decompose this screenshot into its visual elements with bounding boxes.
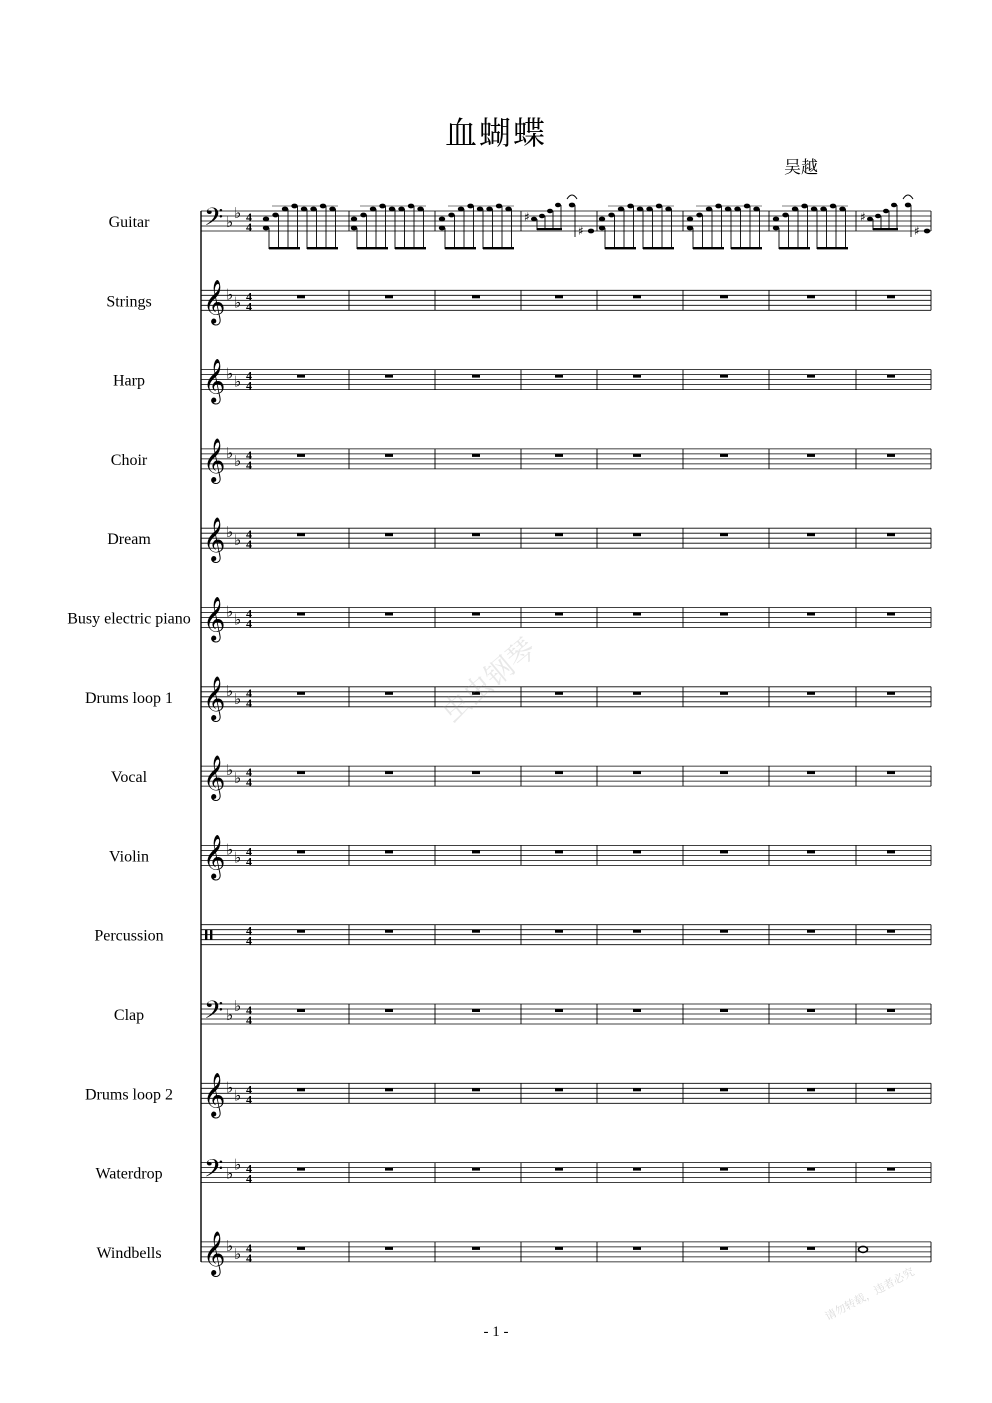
notehead <box>618 207 624 212</box>
flat-sign: ♭ <box>234 531 242 550</box>
flat-sign: ♭ <box>226 1078 234 1097</box>
flat-sign: ♭ <box>234 689 242 708</box>
notehead <box>599 217 605 222</box>
notehead <box>599 226 605 231</box>
notehead <box>360 213 366 218</box>
treble-clef: 𝄞 <box>203 755 226 800</box>
time-signature-bottom: 4 <box>246 299 252 314</box>
guitar-measure <box>687 204 762 250</box>
flat-sign: ♭ <box>226 602 234 621</box>
notehead <box>417 207 423 212</box>
instrument-name: Busy electric piano <box>67 610 191 628</box>
staff <box>95 1155 931 1190</box>
whole-rest <box>297 1168 305 1171</box>
treble-clef: 𝄞 <box>203 437 226 482</box>
beam <box>643 247 674 249</box>
whole-rest <box>807 375 815 378</box>
whole-rest <box>633 613 641 616</box>
whole-rest <box>887 295 895 298</box>
fermata <box>567 195 577 199</box>
flat-sign: ♭ <box>226 443 234 462</box>
whole-rest <box>555 295 563 298</box>
notehead <box>531 217 537 222</box>
page-number: - 1 - <box>483 1324 509 1340</box>
guitar-measure <box>351 204 426 250</box>
whole-rest <box>887 454 895 457</box>
flat-sign: ♭ <box>226 1164 234 1183</box>
guitar-measure <box>860 195 930 238</box>
whole-rest <box>633 1168 641 1171</box>
whole-rest <box>633 533 641 536</box>
instrument-name: Choir <box>110 451 148 469</box>
notehead <box>792 207 798 212</box>
notehead <box>875 214 881 219</box>
whole-rest <box>385 454 393 457</box>
whole-rest <box>807 692 815 695</box>
instrument-name: Percussion <box>94 927 164 945</box>
whole-rest <box>555 613 563 616</box>
whole-rest <box>297 533 305 536</box>
flat-sign: ♭ <box>234 293 242 312</box>
whole-rest <box>555 1247 563 1250</box>
whole-rest <box>720 850 728 853</box>
time-signature-top: 4 <box>246 606 252 621</box>
flat-sign: ♭ <box>234 451 242 470</box>
watermark: 虫虫钢琴 <box>435 631 543 730</box>
notehead <box>734 207 740 212</box>
staff <box>109 834 931 880</box>
flat-sign: ♭ <box>234 1244 242 1263</box>
notehead <box>891 203 897 208</box>
instrument-name: Drums loop 2 <box>85 1086 173 1104</box>
staff <box>106 279 931 325</box>
staff <box>107 517 931 563</box>
whole-rest <box>633 454 641 457</box>
whole-rest <box>385 295 393 298</box>
whole-rest <box>633 375 641 378</box>
time-signature-bottom: 4 <box>246 1250 252 1265</box>
notehead <box>905 203 911 208</box>
notehead <box>588 229 594 234</box>
time-signature-bottom: 4 <box>246 695 252 710</box>
flat-sign: ♭ <box>234 997 242 1015</box>
whole-rest <box>385 692 393 695</box>
whole-rest <box>720 533 728 536</box>
notehead <box>301 207 307 212</box>
whole-rest <box>887 1009 895 1012</box>
whole-rest <box>807 1247 815 1250</box>
whole-rest <box>720 295 728 298</box>
beam <box>307 247 338 249</box>
notehead <box>820 207 826 212</box>
whole-rest <box>807 295 815 298</box>
time-signature-bottom: 4 <box>246 537 252 552</box>
time-signature-bottom: 4 <box>246 378 252 393</box>
guitar-measure <box>599 204 674 250</box>
instrument-name: Guitar <box>108 214 150 231</box>
notehead <box>753 207 759 212</box>
notehead <box>687 217 693 222</box>
notehead <box>665 207 671 212</box>
notehead <box>883 209 889 214</box>
whole-rest <box>887 1168 895 1171</box>
time-signature-top: 4 <box>246 844 252 859</box>
notehead <box>637 207 643 212</box>
whole-rest <box>555 1088 563 1091</box>
whole-rest <box>720 1009 728 1012</box>
time-signature-top: 4 <box>246 1161 252 1176</box>
treble-clef: 𝄞 <box>203 279 226 324</box>
notehead <box>646 207 652 212</box>
notehead <box>811 207 817 212</box>
instrument-name: Waterdrop <box>95 1165 163 1183</box>
whole-rest <box>385 1168 393 1171</box>
instrument-name: Strings <box>106 293 152 311</box>
whole-rest <box>472 850 480 853</box>
whole-rest <box>720 930 728 933</box>
notehead <box>924 229 930 234</box>
time-signature-top: 4 <box>246 210 252 224</box>
instrument-name: Drums loop 1 <box>85 689 173 707</box>
whole-rest <box>297 1009 305 1012</box>
whole-rest <box>633 1009 641 1012</box>
notehead <box>439 217 445 222</box>
staff <box>94 924 931 948</box>
sharp-sign: ♯ <box>578 224 584 238</box>
whole-rest <box>887 375 895 378</box>
time-signature-bottom: 4 <box>246 616 252 631</box>
watermark-corner: 请勿转载，违者必究 <box>822 1265 917 1324</box>
treble-clef: 𝄞 <box>203 1072 226 1117</box>
beam <box>817 247 848 249</box>
time-signature-bottom: 4 <box>246 1013 252 1027</box>
flat-sign: ♭ <box>234 372 242 391</box>
notehead <box>458 207 464 212</box>
notehead <box>351 217 357 222</box>
notehead <box>569 203 575 208</box>
notehead <box>398 207 404 212</box>
notehead <box>448 213 454 218</box>
whole-rest <box>720 771 728 774</box>
guitar-measure <box>439 204 514 250</box>
bass-clef: 𝄢 <box>204 1154 224 1190</box>
time-signature-top: 4 <box>246 527 252 542</box>
whole-rest <box>472 1168 480 1171</box>
whole-rest <box>472 1247 480 1250</box>
fermata <box>903 195 913 199</box>
sharp-sign: ♯ <box>524 210 530 224</box>
staff <box>114 996 931 1031</box>
whole-rest <box>297 850 305 853</box>
whole-rest <box>472 375 480 378</box>
whole-rest <box>472 533 480 536</box>
treble-clef: 𝄞 <box>203 834 226 879</box>
whole-rest <box>385 1088 393 1091</box>
whole-rest <box>555 1168 563 1171</box>
time-signature-top: 4 <box>246 368 252 383</box>
beam <box>731 247 762 249</box>
time-signature-bottom: 4 <box>246 220 252 234</box>
whole-rest <box>887 850 895 853</box>
whole-rest <box>555 850 563 853</box>
whole-rest <box>807 850 815 853</box>
time-signature-bottom: 4 <box>246 775 252 790</box>
whole-rest <box>887 1088 895 1091</box>
staff <box>111 438 931 484</box>
whole-rest <box>720 1088 728 1091</box>
notehead <box>351 226 357 231</box>
beam <box>693 247 724 249</box>
beam <box>605 247 636 249</box>
whole-rest <box>807 771 815 774</box>
whole-rest <box>385 1009 393 1012</box>
staff <box>109 195 931 249</box>
treble-clef: 𝄞 <box>203 596 226 641</box>
percussion-clef <box>210 930 212 940</box>
whole-rest <box>555 692 563 695</box>
whole-rest <box>807 1168 815 1171</box>
whole-rest <box>633 771 641 774</box>
flat-sign: ♭ <box>226 681 234 700</box>
flat-sign: ♭ <box>226 1236 234 1255</box>
whole-rest <box>887 771 895 774</box>
whole-rest <box>633 1247 641 1250</box>
treble-clef: 𝄞 <box>203 675 226 720</box>
instrument-name: Vocal <box>110 769 148 787</box>
whole-rest <box>555 533 563 536</box>
bass-clef: 𝄢 <box>204 996 224 1031</box>
notehead <box>539 214 545 219</box>
treble-clef: 𝄞 <box>203 1230 226 1275</box>
whole-rest <box>297 454 305 457</box>
whole-rest <box>887 533 895 536</box>
notehead <box>370 207 376 212</box>
whole-rest <box>472 295 480 298</box>
whole-rest <box>807 930 815 933</box>
flat-sign: ♭ <box>226 364 234 383</box>
notehead <box>477 207 483 212</box>
whole-rest <box>720 454 728 457</box>
notehead <box>782 213 788 218</box>
whole-rest <box>555 930 563 933</box>
flat-sign: ♭ <box>234 848 242 867</box>
whole-rest <box>633 692 641 695</box>
notehead <box>725 207 731 212</box>
whole-rest <box>887 930 895 933</box>
whole-rest <box>807 613 815 616</box>
notehead <box>263 217 269 222</box>
whole-rest <box>297 613 305 616</box>
notehead <box>773 217 779 222</box>
time-signature-top: 4 <box>246 289 252 304</box>
whole-rest <box>297 375 305 378</box>
whole-rest <box>720 692 728 695</box>
treble-clef: 𝄞 <box>203 358 226 403</box>
instrument-name: Harp <box>113 372 145 390</box>
flat-sign: ♭ <box>234 1086 242 1105</box>
notehead <box>608 213 614 218</box>
sharp-sign: ♯ <box>860 210 866 224</box>
time-signature-bottom: 4 <box>246 933 252 948</box>
sharp-sign: ♯ <box>914 224 920 238</box>
whole-rest <box>297 1088 305 1091</box>
staff <box>111 755 931 801</box>
whole-rest <box>633 930 641 933</box>
whole-rest <box>555 375 563 378</box>
time-signature-top: 4 <box>246 1003 252 1017</box>
flat-sign: ♭ <box>226 1006 234 1024</box>
guitar-measure <box>263 204 338 250</box>
flat-sign: ♭ <box>234 610 242 629</box>
whole-rest <box>297 295 305 298</box>
percussion-clef <box>205 930 207 940</box>
time-signature-top: 4 <box>246 765 252 780</box>
whole-rest <box>385 1247 393 1250</box>
whole-rest <box>887 692 895 695</box>
flat-sign: ♭ <box>226 285 234 304</box>
notehead <box>310 207 316 212</box>
score-title: 血蝴蝶 <box>444 114 547 152</box>
whole-rest <box>472 1088 480 1091</box>
flat-sign: ♭ <box>226 523 234 542</box>
whole-rest <box>472 1009 480 1012</box>
whole-rest <box>555 454 563 457</box>
flat-sign: ♭ <box>226 840 234 859</box>
whole-rest <box>385 771 393 774</box>
whole-rest <box>297 930 305 933</box>
whole-rest <box>887 613 895 616</box>
notehead <box>486 207 492 212</box>
time-signature-bottom: 4 <box>246 1171 252 1186</box>
time-signature-bottom: 4 <box>246 854 252 869</box>
notehead <box>272 213 278 218</box>
time-signature-top: 4 <box>246 1082 252 1097</box>
whole-rest <box>633 850 641 853</box>
instrument-name: Clap <box>113 1007 145 1024</box>
time-signature-top: 4 <box>246 447 252 462</box>
flat-sign: ♭ <box>234 204 242 222</box>
notehead <box>706 207 712 212</box>
whole-rest <box>297 1247 305 1250</box>
notehead <box>439 226 445 231</box>
whole-rest <box>807 533 815 536</box>
notehead <box>282 207 288 212</box>
treble-clef: 𝄞 <box>203 517 226 562</box>
flat-sign: ♭ <box>234 769 242 788</box>
notehead <box>389 207 395 212</box>
whole-rest <box>720 375 728 378</box>
time-signature-bottom: 4 <box>246 1092 252 1107</box>
staff <box>85 1072 931 1118</box>
whole-rest <box>385 930 393 933</box>
notehead <box>263 226 269 231</box>
staff <box>96 1231 931 1277</box>
whole-rest <box>472 613 480 616</box>
whole-rest <box>720 1168 728 1171</box>
beam <box>779 247 810 249</box>
beam <box>357 247 388 249</box>
staff <box>113 359 931 405</box>
beam <box>269 247 300 249</box>
instrument-name: Windbells <box>96 1244 162 1262</box>
guitar-measure <box>524 195 594 238</box>
whole-rest <box>633 1088 641 1091</box>
notehead <box>839 207 845 212</box>
composer-name: 吴越 <box>784 158 818 178</box>
whole-rest <box>385 533 393 536</box>
whole-rest <box>385 613 393 616</box>
time-signature-top: 4 <box>246 923 252 938</box>
whole-rest <box>555 1009 563 1012</box>
staff <box>67 597 931 643</box>
beam <box>395 247 426 249</box>
whole-rest <box>385 850 393 853</box>
notehead <box>547 209 553 214</box>
whole-rest <box>807 454 815 457</box>
notehead <box>696 213 702 218</box>
whole-rest <box>297 692 305 695</box>
beam <box>483 247 514 249</box>
whole-rest <box>472 454 480 457</box>
whole-rest <box>807 1088 815 1091</box>
whole-rest <box>555 771 563 774</box>
beam <box>537 228 562 230</box>
notehead <box>555 203 561 208</box>
flat-sign: ♭ <box>226 761 234 780</box>
notehead <box>505 207 511 212</box>
beam <box>445 247 476 249</box>
guitar-measure <box>773 204 848 250</box>
bass-clef: 𝄢 <box>204 203 224 238</box>
flat-sign: ♭ <box>234 1155 242 1174</box>
notehead <box>867 217 873 222</box>
whole-rest <box>297 771 305 774</box>
whole-rest <box>385 375 393 378</box>
beam <box>873 228 898 230</box>
instrument-name: Dream <box>107 531 151 549</box>
whole-rest <box>472 771 480 774</box>
notehead <box>687 226 693 231</box>
flat-sign: ♭ <box>226 213 234 231</box>
whole-rest <box>633 295 641 298</box>
time-signature-top: 4 <box>246 685 252 700</box>
notehead <box>329 207 335 212</box>
instrument-name: Violin <box>109 848 149 866</box>
whole-rest <box>807 1009 815 1012</box>
time-signature-top: 4 <box>246 1240 252 1255</box>
notehead <box>773 226 779 231</box>
whole-rest <box>720 613 728 616</box>
whole-rest <box>472 930 480 933</box>
time-signature-bottom: 4 <box>246 457 252 472</box>
whole-rest <box>720 1247 728 1250</box>
